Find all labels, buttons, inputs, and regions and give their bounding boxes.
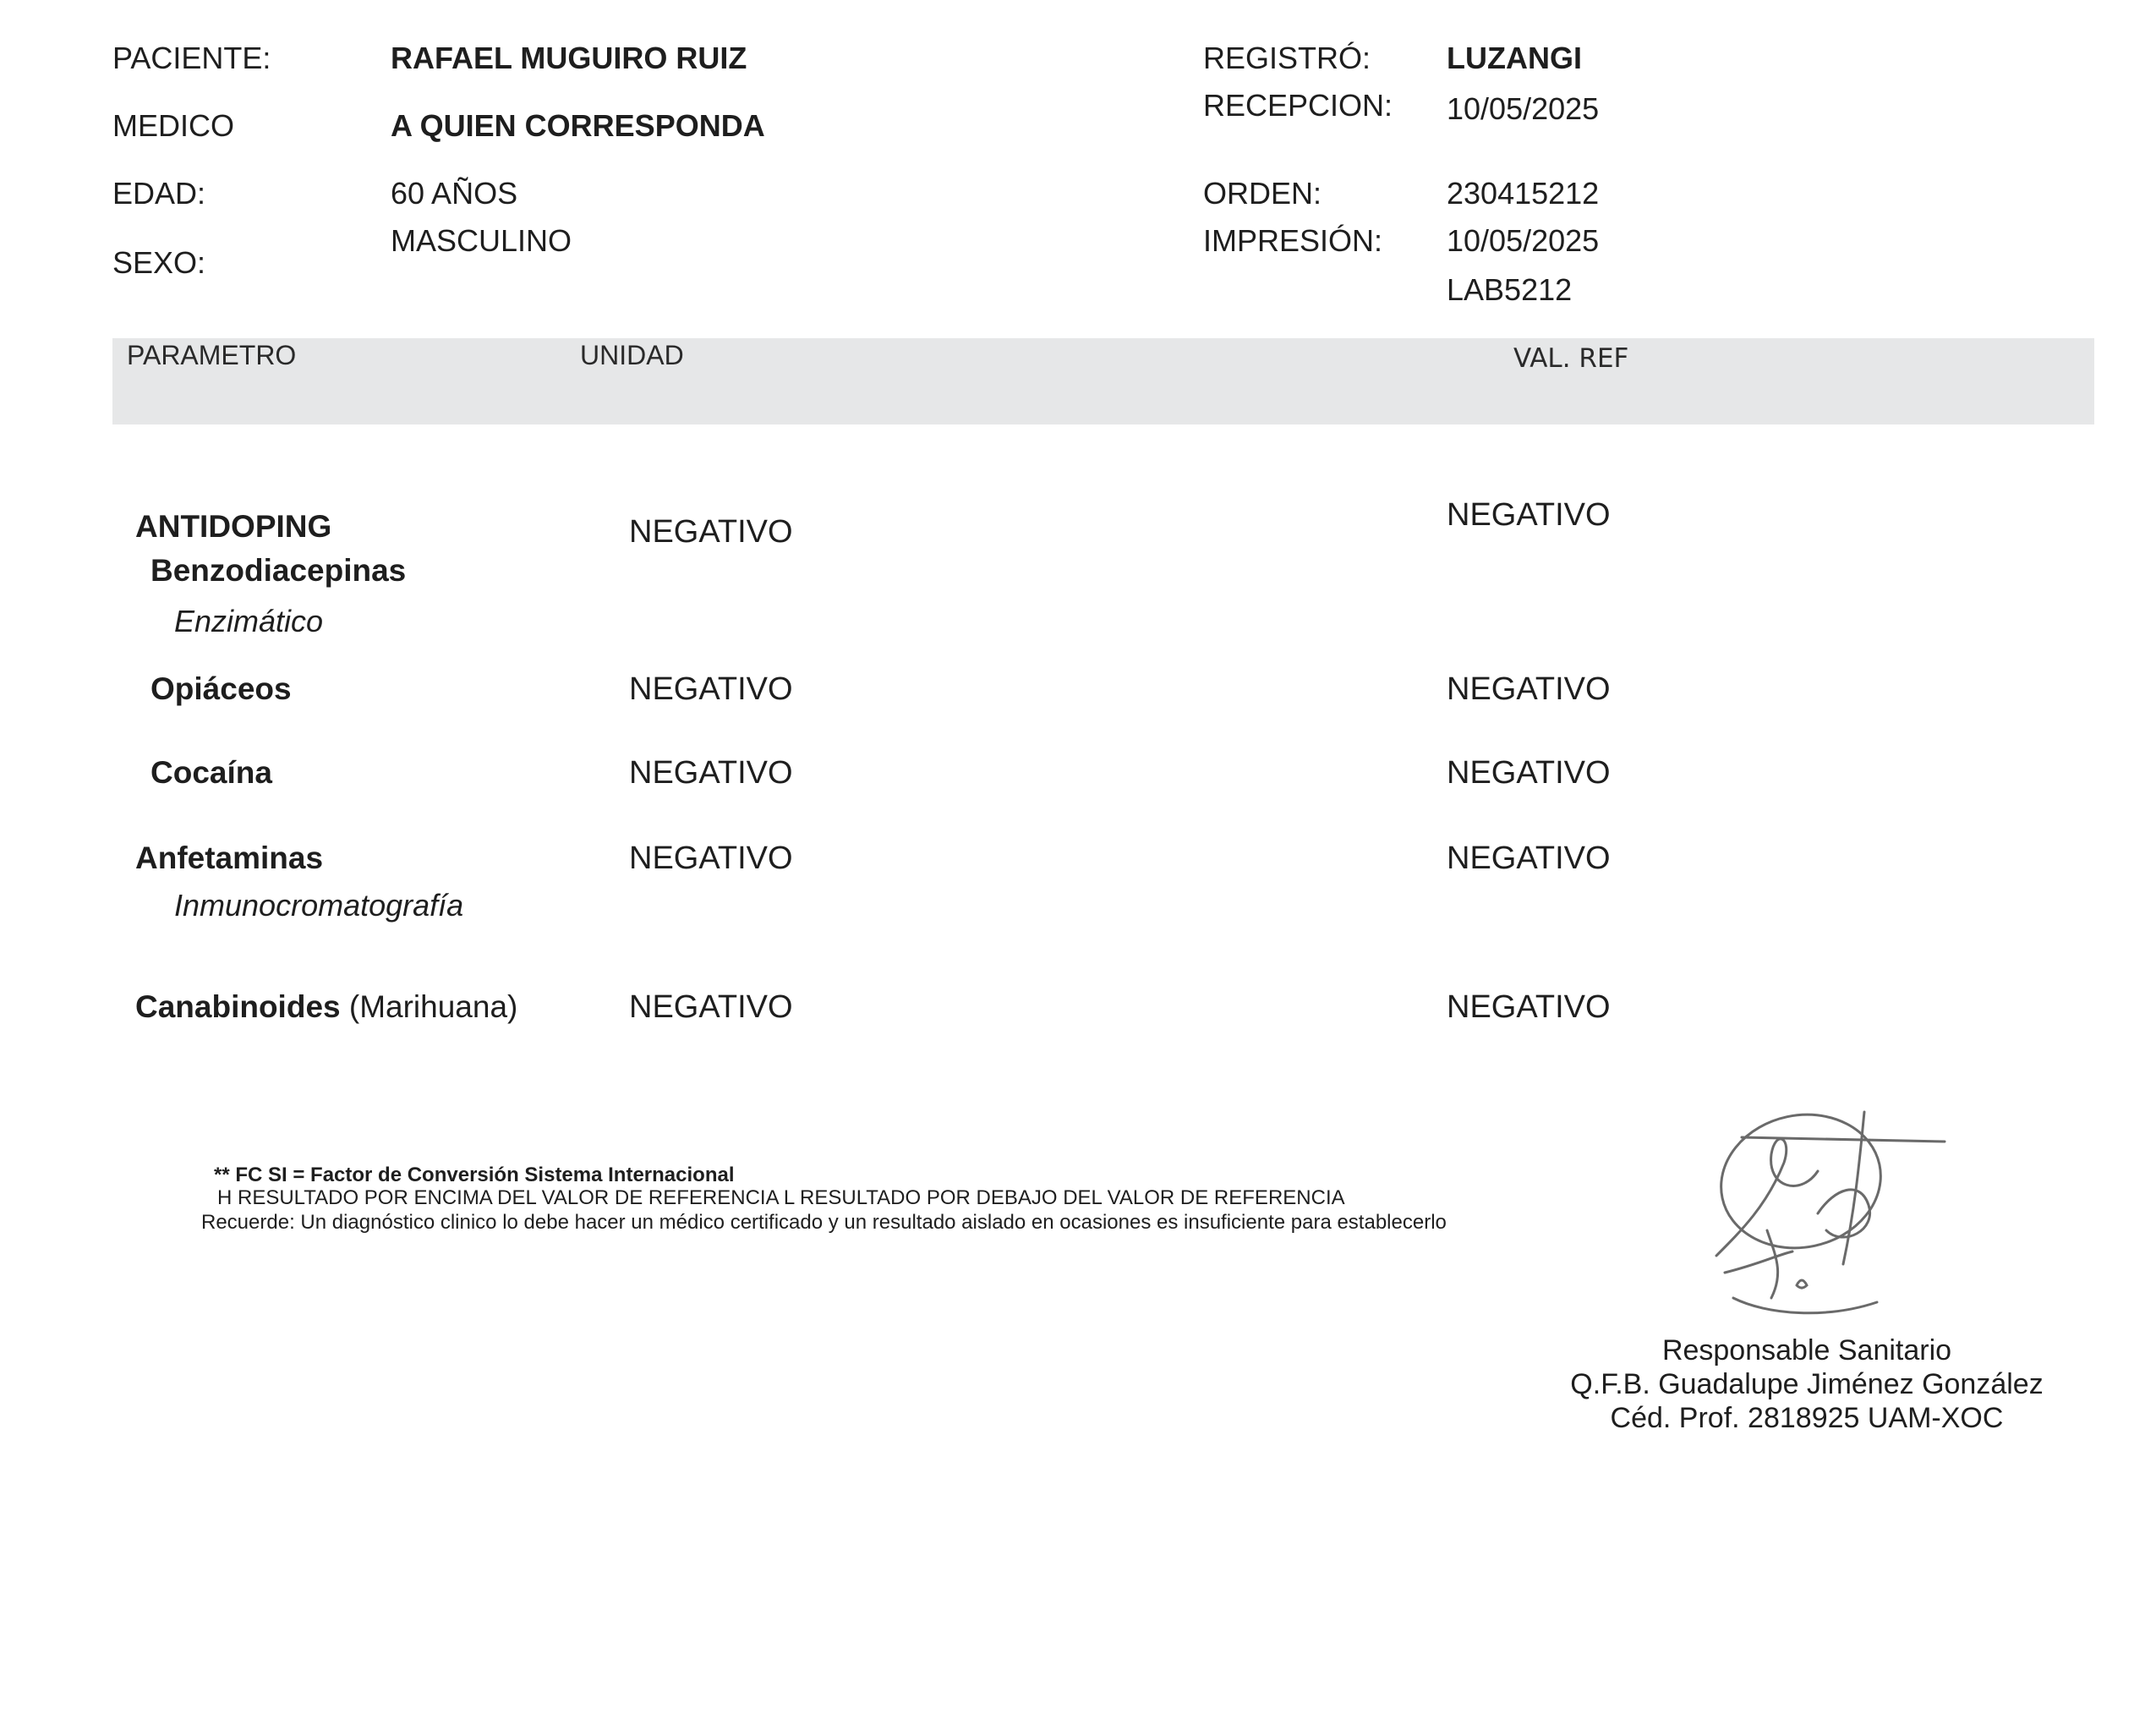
recepcion-value: 10/05/2025: [1447, 91, 1600, 126]
note-h-l: H RESULTADO POR ENCIMA DEL VALOR DE REFERENCIA L RESULTADO POR DEBAJO DEL VALOR DE REFERENCIA: [217, 1186, 1345, 1209]
sexo-value: MASCULINO: [391, 223, 572, 258]
medico-value: A QUIEN CORRESPONDA: [391, 108, 765, 143]
param-name: Benzodiacepinas: [150, 553, 407, 588]
paciente-label: PACIENTE:: [112, 41, 271, 75]
impresion-value: 10/05/2025: [1447, 223, 1600, 258]
param-method: Enzimático: [174, 604, 324, 638]
recepcion-label: RECEPCION:: [1203, 88, 1393, 123]
responsible-cedula: Céd. Prof. 2818925 UAM-XOC: [1610, 1402, 2004, 1434]
param-result: NEGATIVO: [629, 755, 793, 791]
edad-label: EDAD:: [112, 176, 206, 211]
param-ref: NEGATIVO: [1447, 989, 1611, 1025]
edad-value: 60 AÑOS: [391, 176, 518, 211]
param-ref: NEGATIVO: [1447, 497, 1611, 533]
table-header-band: [112, 338, 2094, 424]
registro-value: LUZANGI: [1447, 41, 1582, 75]
param-name: Canabinoides: [135, 989, 341, 1024]
param-ref: NEGATIVO: [1447, 671, 1611, 707]
signature-image: [1691, 1103, 1962, 1328]
responsible-title: Responsable Sanitario: [1661, 1334, 1952, 1366]
paciente-value: RAFAEL MUGUIRO RUIZ: [391, 41, 747, 75]
param-ref: NEGATIVO: [1447, 755, 1611, 791]
param-name-wrapper: [135, 989, 517, 1025]
param-name: Opiáceos: [150, 671, 292, 706]
col-header-parametro: PARAMETRO: [127, 340, 297, 370]
col-header-unidad: UNIDAD: [580, 340, 684, 370]
group-title: ANTIDOPING: [135, 509, 332, 544]
param-result: NEGATIVO: [629, 514, 793, 550]
param-result: NEGATIVO: [629, 671, 793, 707]
param-result: NEGATIVO: [629, 989, 793, 1025]
param-ref: NEGATIVO: [1447, 841, 1611, 876]
col-header-val-ref: VAL. REF: [1513, 343, 1629, 374]
param-name: Cocaína: [150, 755, 272, 790]
note-fc-si: ** FC SI = Factor de Conversión Sistema Internacional: [214, 1164, 735, 1186]
param-method: Inmunocromatografía: [174, 888, 464, 923]
responsible-name: Q.F.B. Guadalupe Jiménez González: [1570, 1368, 2044, 1400]
param-result: NEGATIVO: [629, 841, 793, 876]
orden-value: 230415212: [1447, 176, 1600, 211]
orden-label: ORDEN:: [1203, 176, 1322, 211]
sexo-label: SEXO:: [112, 245, 206, 280]
registro-label: REGISTRÓ:: [1203, 41, 1371, 75]
param-name-suffix: (Marihuana): [348, 989, 518, 1024]
medico-label: MEDICO: [112, 108, 234, 143]
impresion-label: IMPRESIÓN:: [1203, 223, 1383, 258]
note-recuerde: Recuerde: Un diagnóstico clinico lo debe hacer un médico certificado y un resultado aislado en ocasiones es insuficiente para establecerlo: [201, 1211, 1447, 1234]
param-name: Anfetaminas: [135, 841, 324, 875]
lab-code: LAB5212: [1447, 272, 1573, 307]
